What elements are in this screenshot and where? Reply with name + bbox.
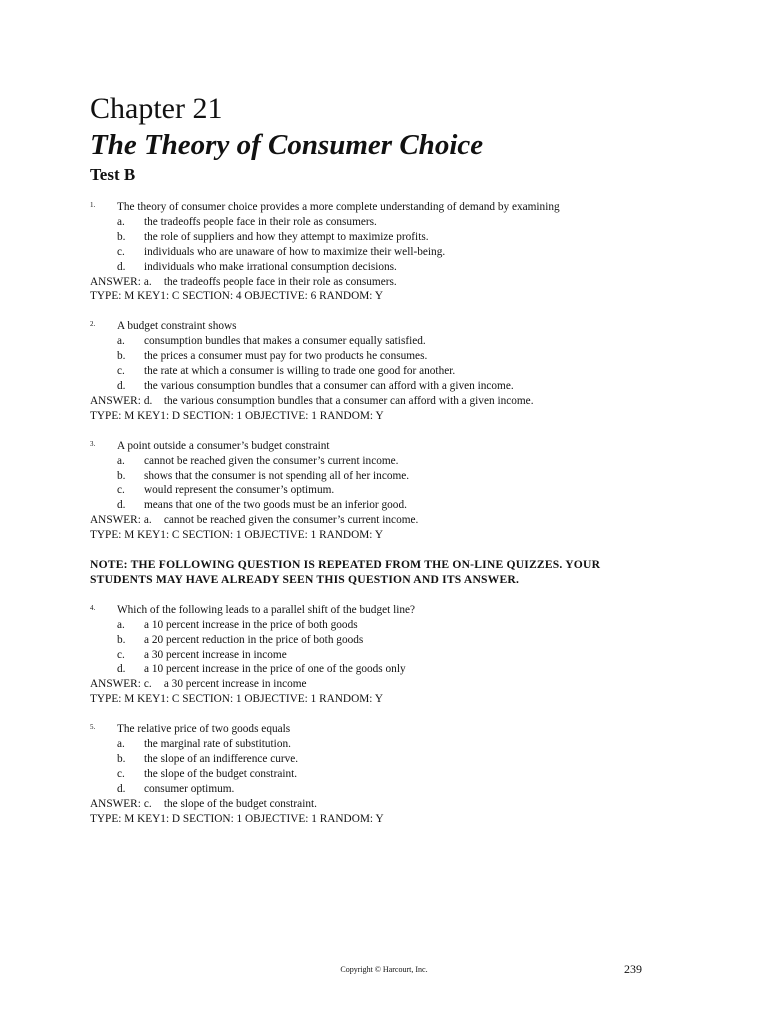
option-letter: c.	[117, 365, 125, 378]
option-text: a 10 percent increase in the price of both goods	[144, 618, 358, 631]
option-letter: a.	[117, 215, 125, 228]
question-item	[90, 319, 650, 423]
option-text: the role of suppliers and how they attempt to maximize profits.	[144, 230, 429, 243]
option-text: individuals who are unaware of how to maximize their well-being.	[144, 245, 446, 258]
question-text: The theory of consumer choice provides a more complete understanding of demand by examining	[117, 201, 560, 213]
option-text: the prices a consumer must pay for two products he consumes.	[144, 350, 428, 363]
option-letter: c.	[117, 245, 125, 258]
question-number: 1.	[90, 201, 96, 209]
answer-label: ANSWER:	[90, 678, 141, 691]
answer-option	[90, 752, 650, 767]
option-text: a 20 percent reduction in the price of both goods	[144, 633, 364, 646]
option-letter: b.	[117, 469, 126, 482]
answer-text: the slope of the budget constraint.	[163, 797, 317, 810]
copyright-notice: Copyright © Harcourt, Inc.	[340, 965, 428, 974]
option-letter: a.	[117, 738, 125, 751]
answer-letter: c.	[143, 678, 152, 691]
answer-letter: d.	[143, 394, 153, 407]
question-item	[90, 439, 650, 543]
question-text: Which of the following leads to a parallel shift of the budget line?	[117, 603, 416, 616]
option-text: the slope of an indifference curve.	[144, 753, 299, 765]
answer-text: cannot be reached given the consumer’s current income.	[163, 514, 419, 527]
option-text: the various consumption bundles that a consumer can afford with a given income.	[144, 379, 514, 392]
question-item	[90, 722, 650, 826]
option-text: the tradeoffs people face in their role as consumers.	[144, 215, 377, 228]
option-text: shows that the consumer is not spending all of her income.	[144, 469, 410, 482]
answer-option	[90, 379, 650, 394]
question-number: 4.	[90, 603, 96, 612]
option-text: a 10 percent increase in the price of one of the goods only	[144, 663, 406, 676]
answer-option	[90, 648, 650, 663]
answer-option	[90, 469, 650, 484]
question-stem	[90, 722, 650, 737]
question-group	[90, 603, 650, 827]
answer-option	[90, 737, 650, 752]
option-text: the rate at which a consumer is willing to trade one good for another.	[144, 365, 456, 378]
answer-option	[90, 662, 650, 677]
option-letter: d.	[117, 379, 126, 392]
answer-letter: c.	[143, 797, 152, 810]
option-letter: b.	[117, 633, 126, 646]
answer-label: ANSWER:	[90, 394, 141, 407]
answer-text: the tradeoffs people face in their role as consumers.	[163, 275, 397, 288]
option-letter: a.	[117, 618, 125, 631]
option-letter: c.	[117, 484, 125, 497]
option-text: the marginal rate of substitution.	[144, 738, 291, 751]
option-text: would represent the consumer’s optimum.	[144, 484, 335, 497]
repeated-question-note: NOTE: THE FOLLOWING QUESTION IS REPEATED FROM THE ON-LINE QUIZZES. YOUR STUDENTS MAY HAVE ALREADY SEEN THIS QUESTION AND ITS ANSWER.	[90, 558, 601, 586]
answer-line	[90, 797, 650, 812]
question-item	[90, 603, 650, 707]
option-text: individuals who make irrational consumption decisions.	[144, 260, 397, 273]
answer-option	[90, 349, 650, 364]
option-letter: d.	[117, 663, 126, 676]
question-group	[90, 200, 650, 543]
question-text: A point outside a consumer’s budget constraint	[117, 439, 330, 452]
answer-label: ANSWER:	[90, 797, 141, 810]
question-stem	[90, 200, 650, 215]
answer-option	[90, 618, 650, 633]
question-metadata: TYPE: M KEY1: C SECTION: 4 OBJECTIVE: 6 RANDOM: Y	[90, 290, 383, 303]
answer-text: a 30 percent increase in income	[163, 678, 307, 691]
question-number: 2.	[90, 320, 96, 329]
question-text: A budget constraint shows	[117, 320, 237, 333]
answer-text: the various consumption bundles that a consumer can afford with a given income.	[163, 394, 534, 407]
answer-label: ANSWER:	[90, 514, 141, 527]
question-stem	[90, 603, 650, 618]
option-letter: c.	[117, 767, 125, 780]
answer-line	[90, 275, 650, 290]
option-letter: d.	[117, 260, 126, 273]
option-letter: d.	[117, 782, 126, 795]
option-text: means that one of the two goods must be an inferior good.	[144, 499, 407, 512]
chapter-number: Chapter 21	[90, 92, 223, 125]
option-text: cannot be reached given the consumer’s current income.	[144, 454, 399, 467]
answer-option	[90, 215, 650, 230]
question-stem	[90, 439, 650, 454]
answer-option	[90, 454, 650, 469]
answer-option	[90, 260, 650, 275]
question-text: The relative price of two goods equals	[117, 723, 291, 736]
answer-line	[90, 677, 650, 692]
question-number: 5.	[90, 723, 96, 732]
answer-option	[90, 483, 650, 498]
option-text: a 30 percent increase in income	[144, 648, 287, 661]
option-letter: c.	[117, 648, 125, 661]
question-metadata: TYPE: M KEY1: D SECTION: 1 OBJECTIVE: 1 RANDOM: Y	[90, 812, 384, 825]
question-metadata: TYPE: M KEY1: C SECTION: 1 OBJECTIVE: 1 RANDOM: Y	[90, 693, 383, 706]
option-letter: a.	[117, 335, 125, 348]
option-text: the slope of the budget constraint.	[144, 767, 298, 780]
option-letter: b.	[117, 753, 126, 765]
question-metadata: TYPE: M KEY1: D SECTION: 1 OBJECTIVE: 1 RANDOM: Y	[90, 409, 384, 422]
option-letter: d.	[117, 499, 126, 512]
question-list	[90, 200, 650, 842]
chapter-title: The Theory of Consumer Choice	[90, 129, 484, 161]
answer-option	[90, 633, 650, 648]
option-letter: b.	[117, 350, 126, 363]
answer-option	[90, 364, 650, 379]
answer-letter: a.	[143, 514, 152, 527]
answer-option	[90, 498, 650, 513]
option-letter: b.	[117, 230, 126, 243]
option-text: consumer optimum.	[144, 782, 235, 795]
question-stem	[90, 319, 650, 334]
answer-option	[90, 230, 650, 245]
answer-option	[90, 767, 650, 782]
option-letter: a.	[117, 454, 125, 467]
answer-option	[90, 334, 650, 349]
question-metadata: TYPE: M KEY1: C SECTION: 1 OBJECTIVE: 1 RANDOM: Y	[90, 529, 383, 542]
answer-option	[90, 782, 650, 797]
question-item	[90, 200, 650, 304]
answer-label: ANSWER:	[90, 275, 141, 288]
answer-line	[90, 513, 650, 528]
answer-option	[90, 245, 650, 260]
answer-line	[90, 394, 650, 409]
answer-letter: a.	[143, 275, 152, 288]
option-text: consumption bundles that makes a consumer equally satisfied.	[144, 335, 426, 348]
test-label: Test B	[90, 165, 136, 184]
page-number: 239	[624, 962, 642, 976]
question-number: 3.	[90, 439, 96, 448]
